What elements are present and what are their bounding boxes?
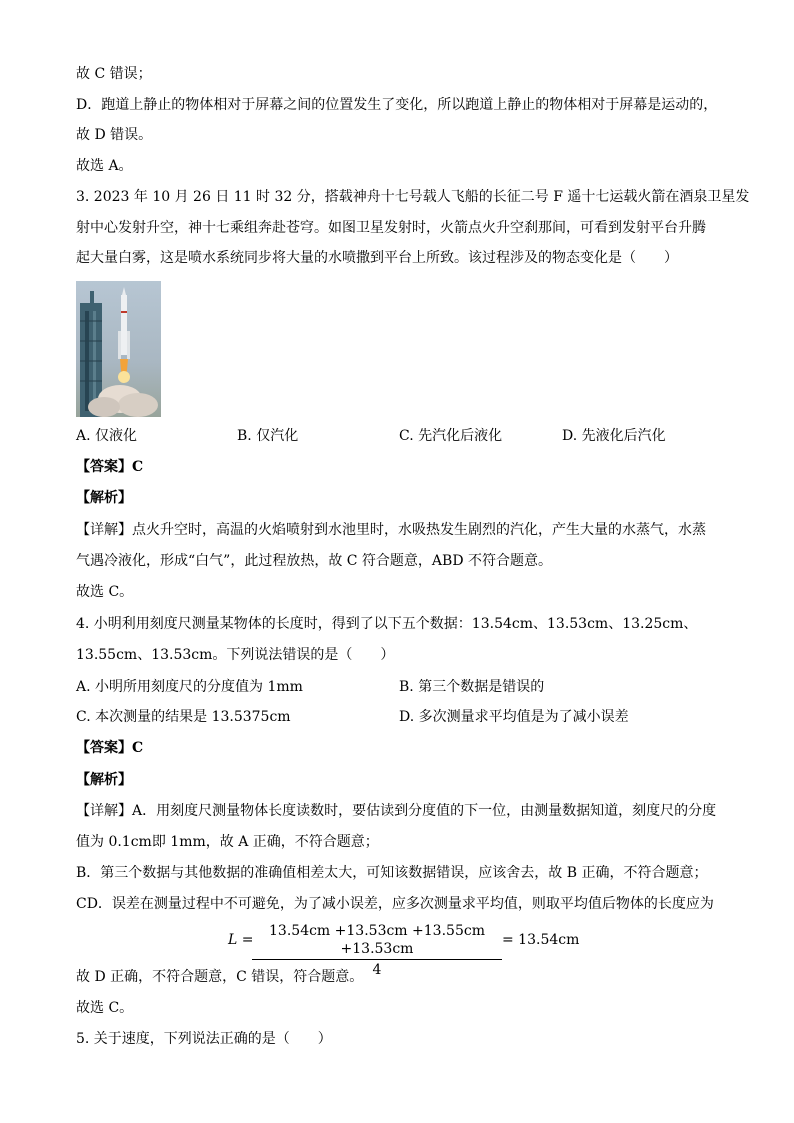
formula-rhs: = 13.54cm [502, 932, 580, 948]
rocket-launch-photo [76, 281, 161, 417]
q4-option-b[interactable]: B. 第三个数据是错误的 [399, 679, 545, 695]
formula-lhs: L = [228, 932, 254, 948]
q3-detail-1: 【详解】点火升空时，高温的火焰喷射到水池里时，水吸热发生剧烈的汽化，产生大量的水蒸气，水蒸 [76, 522, 706, 538]
line-1: 故 C 错误； [76, 66, 152, 82]
q4-detail-3: B．第三个数据与其他数据的准确值相差太大，可知该数据错误，应该舍去，故 B 正确，不符合题意； [76, 865, 708, 881]
q4-option-a[interactable]: A. 小明所用刻度尺的分度值为 1mm [76, 679, 303, 695]
q4-answer: 【答案】C [76, 740, 144, 756]
q3-option-c[interactable]: C. 先汽化后液化 [399, 428, 503, 444]
q3-answer: 【答案】C [76, 459, 144, 475]
average-length-formula [228, 922, 588, 978]
q3-detail-2: 气遇冷液化，形成“白气”，此过程放热，故 C 符合题意，ABD 不符合题意。 [76, 553, 552, 569]
q4-option-d[interactable]: D. 多次测量求平均值是为了减小误差 [399, 709, 629, 725]
q4-detail-4: CD．误差在测量过程中不可避免，为了减小误差，应多次测量求平均值，则取平均值后物体的长度应为 [76, 896, 714, 912]
q4-analysis: 【解析】 [76, 772, 132, 788]
q3-stem-1: 3. 2023 年 10 月 26 日 11 时 32 分，搭载神舟十七号载人飞船的长征二号 F 遥十七运载火箭在酒泉卫星发 [76, 189, 750, 205]
line-2: D．跑道上静止的物体相对于屏幕之间的位置发生了变化，所以跑道上静止的物体相对于屏幕是运动的， [76, 97, 718, 113]
line-3: 故 D 错误。 [76, 127, 153, 143]
q3-option-a[interactable]: A. 仅液化 [76, 428, 138, 444]
q4-stem-2: 13.55cm、13.53cm。下列说法错误的是（ ） [76, 647, 395, 663]
q3-option-b[interactable]: B. 仅汽化 [237, 428, 299, 444]
q4-after-1: 故 D 正确，不符合题意，C 错误，符合题意。 [76, 969, 364, 985]
q4-detail-2: 值为 0.1cm即 1mm，故 A 正确，不符合题意； [76, 834, 379, 850]
q3-choice: 故选 C。 [76, 584, 134, 600]
q4-stem-1: 4. 小明利用刻度尺测量某物体的长度时，得到了以下五个数据：13.54cm、13.53cm、13.25cm、 [76, 616, 698, 632]
rocket-launch-image [76, 281, 161, 417]
q3-stem-2: 射中心发射升空，神十七乘组奔赴苍穹。如图卫星发射时，火箭点火升空刹那间，可看到发射平台升腾 [76, 220, 706, 236]
q3-analysis: 【解析】 [76, 490, 132, 506]
q5-stem: 5. 关于速度，下列说法正确的是（ ） [76, 1031, 332, 1047]
q4-detail-1: 【详解】A．用刻度尺测量物体长度读数时，要估读到分度值的下一位，由测量数据知道，刻度尺的分度 [76, 803, 717, 819]
q3-option-d[interactable]: D. 先液化后汽化 [562, 428, 666, 444]
formula-numerator: 13.54cm +13.53cm +13.55cm +13.53cm [269, 923, 485, 957]
fraction-bar [252, 959, 502, 960]
formula-denominator: 4 [372, 962, 382, 978]
q4-option-c[interactable]: C. 本次测量的结果是 13.5375cm [76, 709, 291, 725]
q4-after-2: 故选 C。 [76, 1000, 134, 1016]
line-4: 故选 A。 [76, 158, 133, 174]
q3-stem-3: 起大量白雾，这是喷水系统同步将大量的水喷撒到平台上所致。该过程涉及的物态变化是（ ） [76, 250, 678, 266]
